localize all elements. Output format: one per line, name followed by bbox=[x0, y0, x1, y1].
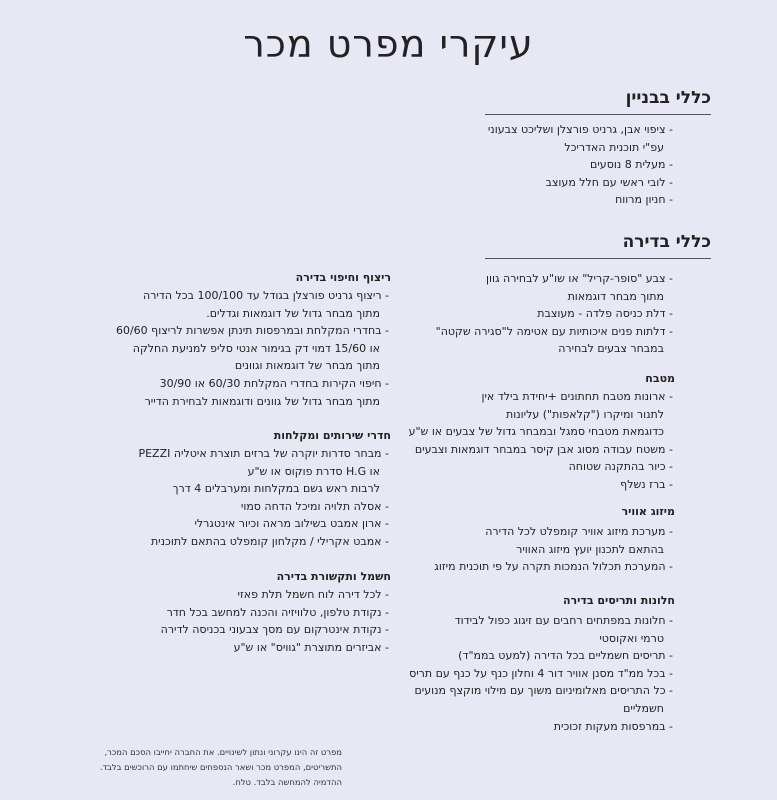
list-item: - חלונות במפתחים רחבים עם זיגוג כפול לבידוד bbox=[454, 614, 673, 627]
flooring-list bbox=[116, 287, 389, 410]
list-item: עפ"י תוכנית האדריכל bbox=[564, 140, 664, 154]
list-item: - מערכת מיזוג אוויר קומפלט לכל הדירה bbox=[485, 525, 673, 538]
list-item: - בכל ממ"ד מסנן אוויר דור 4 וחלון כנף על כנף עם תריס bbox=[409, 666, 673, 680]
list-item: - לכל דירה לוח חשמל תלת פאזי bbox=[237, 588, 389, 601]
list-item: - בחדרי המקלחת ובמרפסות תינתן אפשרות לריצוף 60/60 bbox=[115, 324, 389, 338]
flooring-heading: ריצוף וחיפוי בדירה bbox=[295, 271, 391, 284]
list-item: - אביזרים מתוצרת "גוויס" או ש"ע bbox=[233, 640, 389, 654]
list-item: - משטח עבודה מסוג אבן קיסר במבחר דוגמאות וצבעים bbox=[414, 442, 673, 456]
windows-list bbox=[409, 612, 673, 735]
disclaimer-footnote bbox=[42, 745, 342, 790]
electric-heading: חשמל ותקשורת בדירה bbox=[276, 570, 391, 583]
footnote-line: מפרט זה הינו עקרוני ונתון לשינויים. את החברה יחייבו הסכם המכר, bbox=[104, 747, 342, 757]
list-item: - ציפוי אבן, גרניט פורצלן ושליכט צבעוני bbox=[487, 123, 673, 136]
kitchen-list bbox=[409, 388, 673, 494]
electric-list bbox=[161, 586, 389, 656]
bathrooms-list bbox=[138, 445, 389, 551]
list-item: - דלתות פנים איכותיות עם אטימה ל"סגירה שקטה" bbox=[435, 324, 673, 338]
list-item: - נקודת טלפון, טלוויזיה והכנה למחשב בכל חדר bbox=[166, 605, 389, 619]
list-item: - חיפוי הקירות בחדרי המקלחת 60/30 או 30/90 bbox=[159, 376, 389, 390]
list-item: מתוך מבחר גדול של גוונים ודוגמאות לבחירת הדייר bbox=[144, 394, 380, 408]
list-item: - לובי ראשי עם חלל מעוצב bbox=[545, 175, 673, 189]
list-item: חשמליים bbox=[623, 701, 664, 715]
list-item: - חניון מרווח bbox=[615, 193, 673, 207]
ac-list bbox=[434, 523, 673, 576]
kitchen-heading: מטבח bbox=[645, 372, 675, 385]
ac-heading: מיזוג אוויר bbox=[621, 505, 675, 518]
list-item: - המערכת תכלול הנמכות תקרה על פי תוכנית מיזוג bbox=[434, 560, 673, 574]
list-item: מתוך מבחר דוגמאות bbox=[567, 289, 664, 303]
list-item: - מבחר סדרות יוקרה של ברזים תוצרת איטליה PEZZI bbox=[138, 447, 389, 460]
list-item: במבחר צבעים לבחירה bbox=[558, 342, 664, 356]
building-features-list bbox=[488, 121, 673, 209]
list-item: - נקודת אינטרקום עם מסך צבעוני בכניסה לדירה bbox=[160, 623, 389, 637]
section-heading-apartment: כללי בדירה bbox=[485, 232, 711, 259]
list-item: - ריצוף גרניט פורצלן בגודל עד 100/100 בכל הדירה bbox=[143, 289, 389, 302]
list-item: - דלת כניסה פלדה - מעוצבת bbox=[537, 307, 673, 321]
apartment-general-list bbox=[436, 270, 673, 358]
list-item: מתוך מבחר גדול של דוגמאות וגדלים. bbox=[206, 306, 380, 320]
windows-heading: חלונות ותריסים בדירה bbox=[562, 594, 675, 607]
list-item: כדוגמאת מטבחי סמגל ובמבחר גדול של צבעים או ש"ע bbox=[408, 425, 664, 439]
list-item: - ארון אמבט בשילוב מראה וכיור אינטגרלי bbox=[194, 517, 389, 531]
bathrooms-heading: חדרי שירותים ומקלחות bbox=[273, 429, 391, 442]
footnote-line: ההדמיה להמחשה בלבד. טלח. bbox=[232, 777, 342, 787]
list-item: - ארונות מטבח תחתונים +יחידת בילד אין bbox=[481, 390, 673, 403]
list-item: - אסלה תלויה ומיכל הדחה סמוי bbox=[240, 499, 389, 513]
list-item: - מעלית 8 נוסעים bbox=[590, 158, 673, 172]
list-item: - כיור בהתקנה שטוחה bbox=[568, 460, 673, 474]
list-item: - תריסים חשמליים בכל הדירה (למעט בממ"ד) bbox=[458, 649, 673, 663]
list-item: - במרפסות מעקות זכוכית bbox=[553, 719, 673, 733]
list-item: - ברז נשלף bbox=[620, 477, 673, 491]
footnote-line: התשריטים, המפרט מכר ושאר הנספחים שיחתמו עם הרוכשים בלבד. bbox=[99, 762, 342, 772]
section-heading-building: כללי בבניין bbox=[485, 88, 711, 115]
list-item: בהתאם לתכנון יועץ מיזוג האוויר bbox=[516, 542, 664, 556]
list-item: - צבע "סופר-קריל" או שו"ע לבחירה גוון bbox=[485, 272, 673, 285]
page-title: עיקרי מפרט מכר bbox=[243, 22, 534, 66]
list-item: - אמבט אקרילי / מקלחון קומפלט בהתאם לתוכנית bbox=[150, 534, 389, 548]
list-item: מתוך מבחר של דוגמאות וגוונים bbox=[234, 359, 380, 373]
list-item: לתנור ומיקרו ("קלאפות") עליונות bbox=[506, 407, 664, 421]
list-item: - כל התריסים מאלומיניום משוך עם מילוי מוקצף מנועים bbox=[414, 684, 673, 698]
list-item: טרמי ואקוסטי bbox=[599, 631, 664, 645]
list-item: או H.G סדרת פוקוס או ש"ע bbox=[247, 464, 380, 478]
list-item: לרבות ראש גשם במקלחות ומערבלים 4 דרך bbox=[172, 482, 380, 496]
list-item: או 15/60 דמוי דק בגימור אנטי סליפ למניעת החלקה bbox=[132, 341, 380, 355]
